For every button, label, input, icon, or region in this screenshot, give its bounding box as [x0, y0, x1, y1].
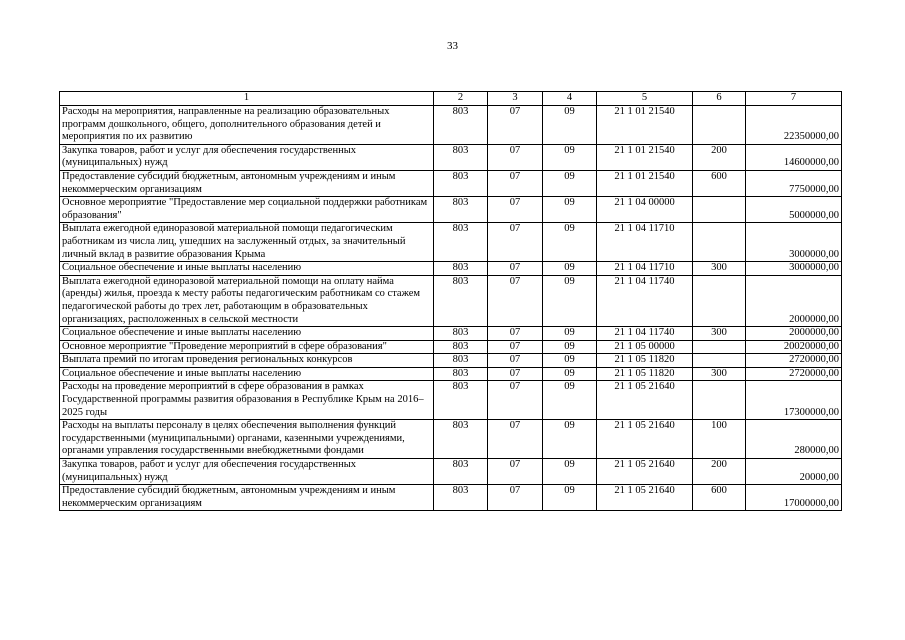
table-row: [60, 275, 842, 326]
target-article-cell: 21 1 05 00000: [597, 340, 693, 354]
section-code-cell: 07: [488, 144, 543, 170]
amount-cell: 2720000,00: [746, 367, 842, 381]
expense-name-cell: Расходы на проведение мероприятий в сфере образования в рамках Государственной программы развития образования в Республике Крым на 2016–2025 годы: [60, 381, 434, 420]
table-row: [60, 340, 842, 354]
expense-name-cell: Предоставление субсидий бюджетным, автономным учреждениям и иным некоммерческим организациям: [60, 170, 434, 196]
expense-type-cell: 300: [693, 367, 746, 381]
section-code-cell: 07: [488, 420, 543, 459]
amount-cell: 17000000,00: [746, 485, 842, 511]
amount-cell: 3000000,00: [746, 223, 842, 262]
section-code-cell: 07: [488, 106, 543, 145]
department-code-cell: 803: [434, 275, 488, 326]
subsection-code-cell: 09: [543, 340, 597, 354]
subsection-code-cell: 09: [543, 367, 597, 381]
subsection-code-cell: 09: [543, 275, 597, 326]
table-row: [60, 262, 842, 276]
section-code-cell: 07: [488, 262, 543, 276]
section-code-cell: 07: [488, 381, 543, 420]
department-code-cell: 803: [434, 144, 488, 170]
expense-type-cell: 600: [693, 485, 746, 511]
expense-type-cell: [693, 381, 746, 420]
target-article-cell: 21 1 04 11740: [597, 327, 693, 341]
section-code-cell: 07: [488, 340, 543, 354]
expense-name-cell: Закупка товаров, работ и услуг для обеспечения государственных (муниципальных) нужд: [60, 459, 434, 485]
expense-type-cell: 300: [693, 327, 746, 341]
expense-type-cell: [693, 275, 746, 326]
department-code-cell: 803: [434, 485, 488, 511]
expense-type-cell: 600: [693, 170, 746, 196]
expense-name-cell: Выплата ежегодной единоразовой материальной помощи педагогическим работникам из числа лиц, ушедших на заслуженный отдых, за значительный личный вклад в развитие образования Крыма: [60, 223, 434, 262]
target-article-cell: 21 1 05 21640: [597, 420, 693, 459]
expense-name-cell: Выплата премий по итогам проведения региональных конкурсов: [60, 354, 434, 368]
table-row: [60, 485, 842, 511]
expense-type-cell: [693, 223, 746, 262]
header-cell: 7: [746, 92, 842, 106]
header-cell: 6: [693, 92, 746, 106]
table-row: [60, 170, 842, 196]
expense-name-cell: Социальное обеспечение и иные выплаты населению: [60, 367, 434, 381]
table-row: [60, 459, 842, 485]
header-cell: 3: [488, 92, 543, 106]
section-code-cell: 07: [488, 459, 543, 485]
section-code-cell: 07: [488, 170, 543, 196]
target-article-cell: 21 1 04 11740: [597, 275, 693, 326]
table-row: [60, 367, 842, 381]
target-article-cell: 21 1 04 11710: [597, 262, 693, 276]
expense-type-cell: [693, 340, 746, 354]
department-code-cell: 803: [434, 197, 488, 223]
section-code-cell: 07: [488, 354, 543, 368]
department-code-cell: 803: [434, 327, 488, 341]
expense-type-cell: [693, 106, 746, 145]
amount-cell: 2720000,00: [746, 354, 842, 368]
target-article-cell: 21 1 04 00000: [597, 197, 693, 223]
subsection-code-cell: 09: [543, 459, 597, 485]
subsection-code-cell: 09: [543, 170, 597, 196]
amount-cell: 280000,00: [746, 420, 842, 459]
target-article-cell: 21 1 01 21540: [597, 144, 693, 170]
header-cell: 4: [543, 92, 597, 106]
department-code-cell: 803: [434, 367, 488, 381]
expense-name-cell: Социальное обеспечение и иные выплаты населению: [60, 262, 434, 276]
expense-name-cell: Социальное обеспечение и иные выплаты населению: [60, 327, 434, 341]
section-code-cell: 07: [488, 275, 543, 326]
subsection-code-cell: 09: [543, 485, 597, 511]
budget-table: [59, 91, 842, 511]
subsection-code-cell: 09: [543, 381, 597, 420]
subsection-code-cell: 09: [543, 144, 597, 170]
target-article-cell: 21 1 05 11820: [597, 367, 693, 381]
expense-name-cell: Закупка товаров, работ и услуг для обеспечения государственных (муниципальных) нужд: [60, 144, 434, 170]
expense-type-cell: 300: [693, 262, 746, 276]
expense-type-cell: 200: [693, 144, 746, 170]
table-row: [60, 354, 842, 368]
subsection-code-cell: 09: [543, 106, 597, 145]
header-cell: 1: [60, 92, 434, 106]
amount-cell: 2000000,00: [746, 275, 842, 326]
subsection-code-cell: 09: [543, 223, 597, 262]
department-code-cell: 803: [434, 106, 488, 145]
expense-type-cell: 200: [693, 459, 746, 485]
amount-cell: 20000,00: [746, 459, 842, 485]
section-code-cell: 07: [488, 223, 543, 262]
amount-cell: 2000000,00: [746, 327, 842, 341]
table-row: [60, 197, 842, 223]
subsection-code-cell: 09: [543, 327, 597, 341]
header-row: [60, 92, 842, 106]
department-code-cell: 803: [434, 262, 488, 276]
table-row: [60, 381, 842, 420]
page-number: 33: [447, 40, 458, 52]
subsection-code-cell: 09: [543, 262, 597, 276]
amount-cell: 7750000,00: [746, 170, 842, 196]
amount-cell: 17300000,00: [746, 381, 842, 420]
department-code-cell: 803: [434, 459, 488, 485]
target-article-cell: 21 1 01 21540: [597, 170, 693, 196]
department-code-cell: 803: [434, 223, 488, 262]
subsection-code-cell: 09: [543, 354, 597, 368]
amount-cell: 22350000,00: [746, 106, 842, 145]
amount-cell: 5000000,00: [746, 197, 842, 223]
expense-type-cell: [693, 197, 746, 223]
section-code-cell: 07: [488, 197, 543, 223]
table-row: [60, 144, 842, 170]
section-code-cell: 07: [488, 367, 543, 381]
target-article-cell: 21 1 05 11820: [597, 354, 693, 368]
section-code-cell: 07: [488, 327, 543, 341]
header-cell: 2: [434, 92, 488, 106]
department-code-cell: 803: [434, 340, 488, 354]
target-article-cell: 21 1 05 21640: [597, 485, 693, 511]
department-code-cell: 803: [434, 381, 488, 420]
target-article-cell: 21 1 04 11710: [597, 223, 693, 262]
subsection-code-cell: 09: [543, 197, 597, 223]
target-article-cell: 21 1 01 21540: [597, 106, 693, 145]
expense-type-cell: 100: [693, 420, 746, 459]
expense-name-cell: Основное мероприятие "Проведение мероприятий в сфере образования": [60, 340, 434, 354]
expense-name-cell: Предоставление субсидий бюджетным, автономным учреждениям и иным некоммерческим организациям: [60, 485, 434, 511]
amount-cell: 14600000,00: [746, 144, 842, 170]
table-row: [60, 223, 842, 262]
expense-name-cell: Расходы на выплаты персоналу в целях обеспечения выполнения функций государственными (муниципальными) органами, казенными учреждениями, органами управления государственными внебюджетными фондами: [60, 420, 434, 459]
header-cell: 5: [597, 92, 693, 106]
subsection-code-cell: 09: [543, 420, 597, 459]
target-article-cell: 21 1 05 21640: [597, 381, 693, 420]
department-code-cell: 803: [434, 170, 488, 196]
amount-cell: 20020000,00: [746, 340, 842, 354]
table-row: [60, 106, 842, 145]
expense-name-cell: Выплата ежегодной единоразовой материальной помощи на оплату найма (аренды) жилья, проезда к месту работы педагогическим работникам со стажем педагогической работы до трех лет, работающим в образовательных организациях, расположенных в сельской местности: [60, 275, 434, 326]
target-article-cell: 21 1 05 21640: [597, 459, 693, 485]
amount-cell: 3000000,00: [746, 262, 842, 276]
expense-name-cell: Основное мероприятие "Предоставление мер социальной поддержки работникам образования": [60, 197, 434, 223]
department-code-cell: 803: [434, 420, 488, 459]
section-code-cell: 07: [488, 485, 543, 511]
table-row: [60, 327, 842, 341]
table-row: [60, 420, 842, 459]
department-code-cell: 803: [434, 354, 488, 368]
expense-name-cell: Расходы на мероприятия, направленные на реализацию образовательных программ дошкольного, общего, дополнительного образования детей и мероприятия по их развитию: [60, 106, 434, 145]
expense-type-cell: [693, 354, 746, 368]
